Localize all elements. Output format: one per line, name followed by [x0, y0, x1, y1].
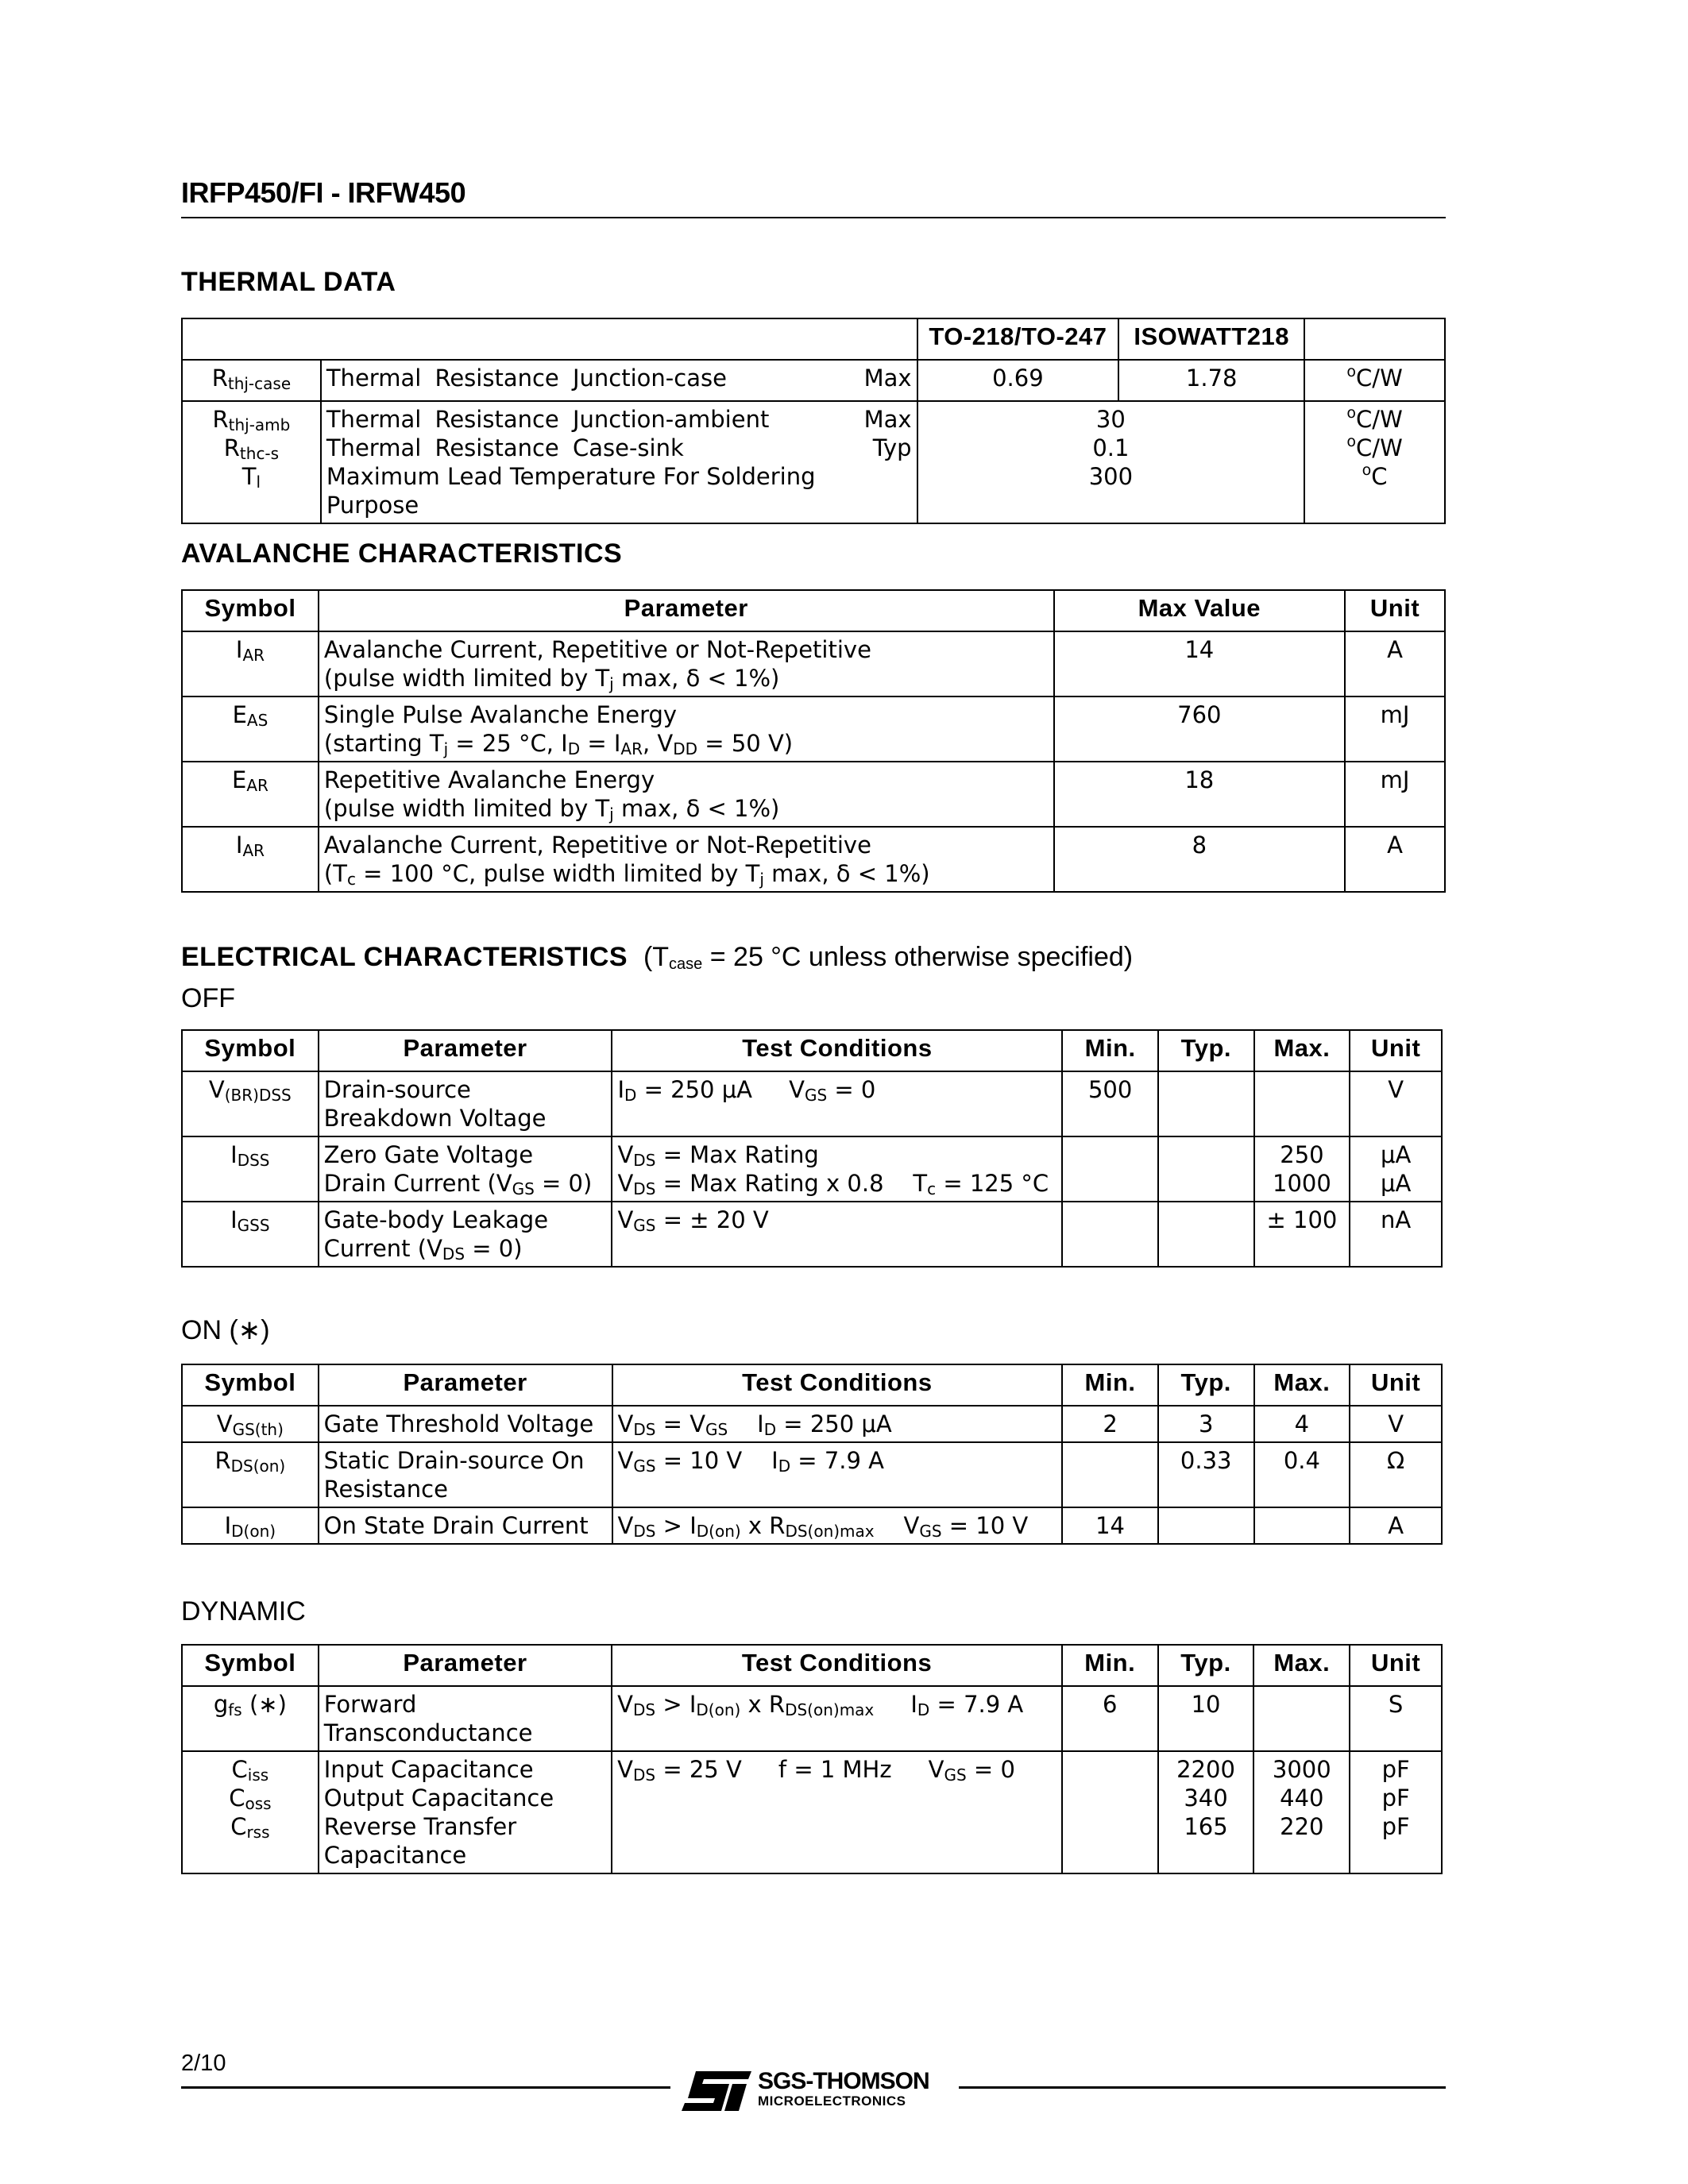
value-cell: 1.78 [1118, 360, 1304, 401]
thermal-header-isowatt: ISOWATT218 [1118, 318, 1304, 360]
table-row: $R_{DS(on)}$ Static Drain-source On Resistance $V_{GS} = 10$ V $I_D = 7.9$ A 0.33 0.4 Ω [182, 1442, 1442, 1507]
parameter-cell: Thermal Resistance Junction-case Max [321, 360, 917, 401]
avalanche-title: AVALANCHE CHARACTERISTICS [181, 538, 623, 569]
logo-subtitle: MICROELECTRONICS [758, 2093, 906, 2109]
table-row: $I_{DSS}$ Zero Gate Voltage Drain Current $(V_{GS} = 0)$ $V_{DS}$ = Max Rating $V_{DS}$ = Max Rating x 0.8 $T_c = 125$ °C 250 1000 μA μA [182, 1136, 1442, 1202]
on-table: Symbol Parameter Test Conditions Min. Typ. Max. Unit $V_{GS(th)}$ Gate Threshold Voltage $V_{DS} = V_{GS}$ $I_D = 250$ μA 2 3 4 V $R_{DS(on)}$ Static Drain-source On Resistance $V_{GS} = 10$ V $I_D = 7.9$ A 0.33 0.4 Ω $I_{D(on)}$ On State Drain Current $V_{DS} > I_{D(on)}$ x $R_{DS(on)max}$ $V_{GS} = 10$ V 14 A [181, 1364, 1443, 1545]
header-rule [181, 217, 1446, 218]
table-row: $C_{iss}$ $C_{oss}$ $C_{rss}$ Input Capacitance Output Capacitance Reverse Transfer Capacitance $V_{DS} = 25$ V f = 1 MHz $V_{GS} = 0$ 2200 340 165 3000 440 220 pF pF pF [182, 1751, 1442, 1873]
header-parameter: Parameter [319, 590, 1054, 631]
off-table: Symbol Parameter Test Conditions Min. Typ. Max. Unit $V_{(BR)DSS}$ Drain-source Breakdown Voltage $I_D = 250$ μA $V_{GS} = 0$ 500 V $I_{DSS}$ Zero Gate Voltage Drain Current $(V_{GS} = 0)$ $V_{DS}$ = Max Rating $V_{DS}$ = Max Rating x 0.8 $T_c = 125$ °C 250 1000 μA μA $I_{GSS}$ Gate-body Leakage Current $(V_{DS} = 0)$ $V_{GS}$ = ± 20 V ± 100 nA [181, 1029, 1443, 1268]
thermal-table [181, 318, 1446, 524]
table-row: $V_{GS(th)}$ Gate Threshold Voltage $V_{DS} = V_{GS}$ $I_D = 250$ μA 2 3 4 V [182, 1406, 1442, 1442]
footer-rule-left [181, 2086, 670, 2089]
st-logo-icon [682, 2071, 751, 2111]
avalanche-table [181, 589, 1446, 893]
header-unit: Unit [1345, 590, 1445, 631]
document-title: IRFP450/FI - IRFW450 [181, 176, 466, 209]
logo-name: SGS-THOMSON [758, 2068, 929, 2094]
page-number: 2/10 [181, 2051, 226, 2076]
parameter-cell: Thermal Resistance Junction-ambient Max Thermal Resistance Case-sink Typ Maximum Lead Temperature For Soldering Purpose [321, 401, 917, 523]
value-cell: 30 0.1 300 [917, 401, 1305, 523]
table-row: $V_{(BR)DSS}$ Drain-source Breakdown Voltage $I_D = 250$ μA $V_{GS} = 0$ 500 V [182, 1071, 1442, 1136]
electrical-title: ELECTRICAL CHARACTERISTICS ($T_{case} = 25$ °C unless otherwise specified) [181, 942, 1134, 973]
value-cell: 0.69 [917, 360, 1119, 401]
footer-rule-right [959, 2086, 1446, 2089]
symbol-cell: $R_{thj-amb}$ $R_{thc-s}$ $T_l$ [182, 401, 321, 523]
table-row: $I_{AR}$ Avalanche Current, Repetitive or Not-Repetitive ($T_c = 100$ °C, pulse width limited by $T_j$ max, δ < 1%) 8 A [182, 827, 1445, 892]
thermal-header-to218: TO-218/TO-247 [917, 318, 1119, 360]
thermal-row [182, 360, 1445, 401]
on-title: ON (∗) [181, 1315, 270, 1345]
thermal-row-group [182, 401, 1445, 523]
off-title: OFF [181, 983, 235, 1013]
table-row: $E_{AS}$ Single Pulse Avalanche Energy (starting $T_j = 25$ °C, $I_D = I_{AR}$, $V_{DD} = 50$ V) 760 mJ [182, 696, 1445, 762]
table-row: $I_{AR}$ Avalanche Current, Repetitive or Not-Repetitive (pulse width limited by $T_j$ max, δ < 1%) 14 A [182, 631, 1445, 696]
table-row: $E_{AR}$ Repetitive Avalanche Energy (pulse width limited by $T_j$ max, δ < 1%) 18 mJ [182, 762, 1445, 827]
unit-cell: $^o$C/W [1304, 360, 1445, 401]
header-max-value: Max Value [1054, 590, 1346, 631]
electrical-note: ($T_{case} = 25$ °C unless otherwise specified) [643, 942, 1134, 973]
unit-cell: $^o$C/W $^o$C/W $^o$C [1304, 401, 1445, 523]
table-row: $I_{GSS}$ Gate-body Leakage Current $(V_{DS} = 0)$ $V_{GS}$ = ± 20 V ± 100 nA [182, 1202, 1442, 1267]
table-row: $I_{D(on)}$ On State Drain Current $V_{DS} > I_{D(on)}$ x $R_{DS(on)max}$ $V_{GS} = 10$ V 14 A [182, 1507, 1442, 1544]
dynamic-table: Symbol Parameter Test Conditions Min. Typ. Max. Unit $g_{fs}$ (∗) Forward Transconductance $V_{DS} > I_{D(on)}$ x $R_{DS(on)max}$ $I_D = 7.9$ A 6 10 S $C_{iss}$ $C_{oss}$ $C_{rss}$ Input Capacitance Output Capacitance Reverse Transfer Capacitance $V_{DS} = 25$ V f = 1 MHz $V_{GS} = 0$ 2200 340 165 3000 440 220 pF pF pF [181, 1644, 1443, 1874]
thermal-title: THERMAL DATA [181, 267, 396, 297]
dynamic-title: DYNAMIC [181, 1596, 306, 1626]
symbol-cell: $R_{thj-case}$ [182, 360, 321, 401]
table-row: $g_{fs}$ (∗) Forward Transconductance $V_{DS} > I_{D(on)}$ x $R_{DS(on)max}$ $I_D = 7.9$ A 6 10 S [182, 1686, 1442, 1751]
company-logo [682, 2065, 948, 2113]
header-symbol: Symbol [182, 590, 319, 631]
